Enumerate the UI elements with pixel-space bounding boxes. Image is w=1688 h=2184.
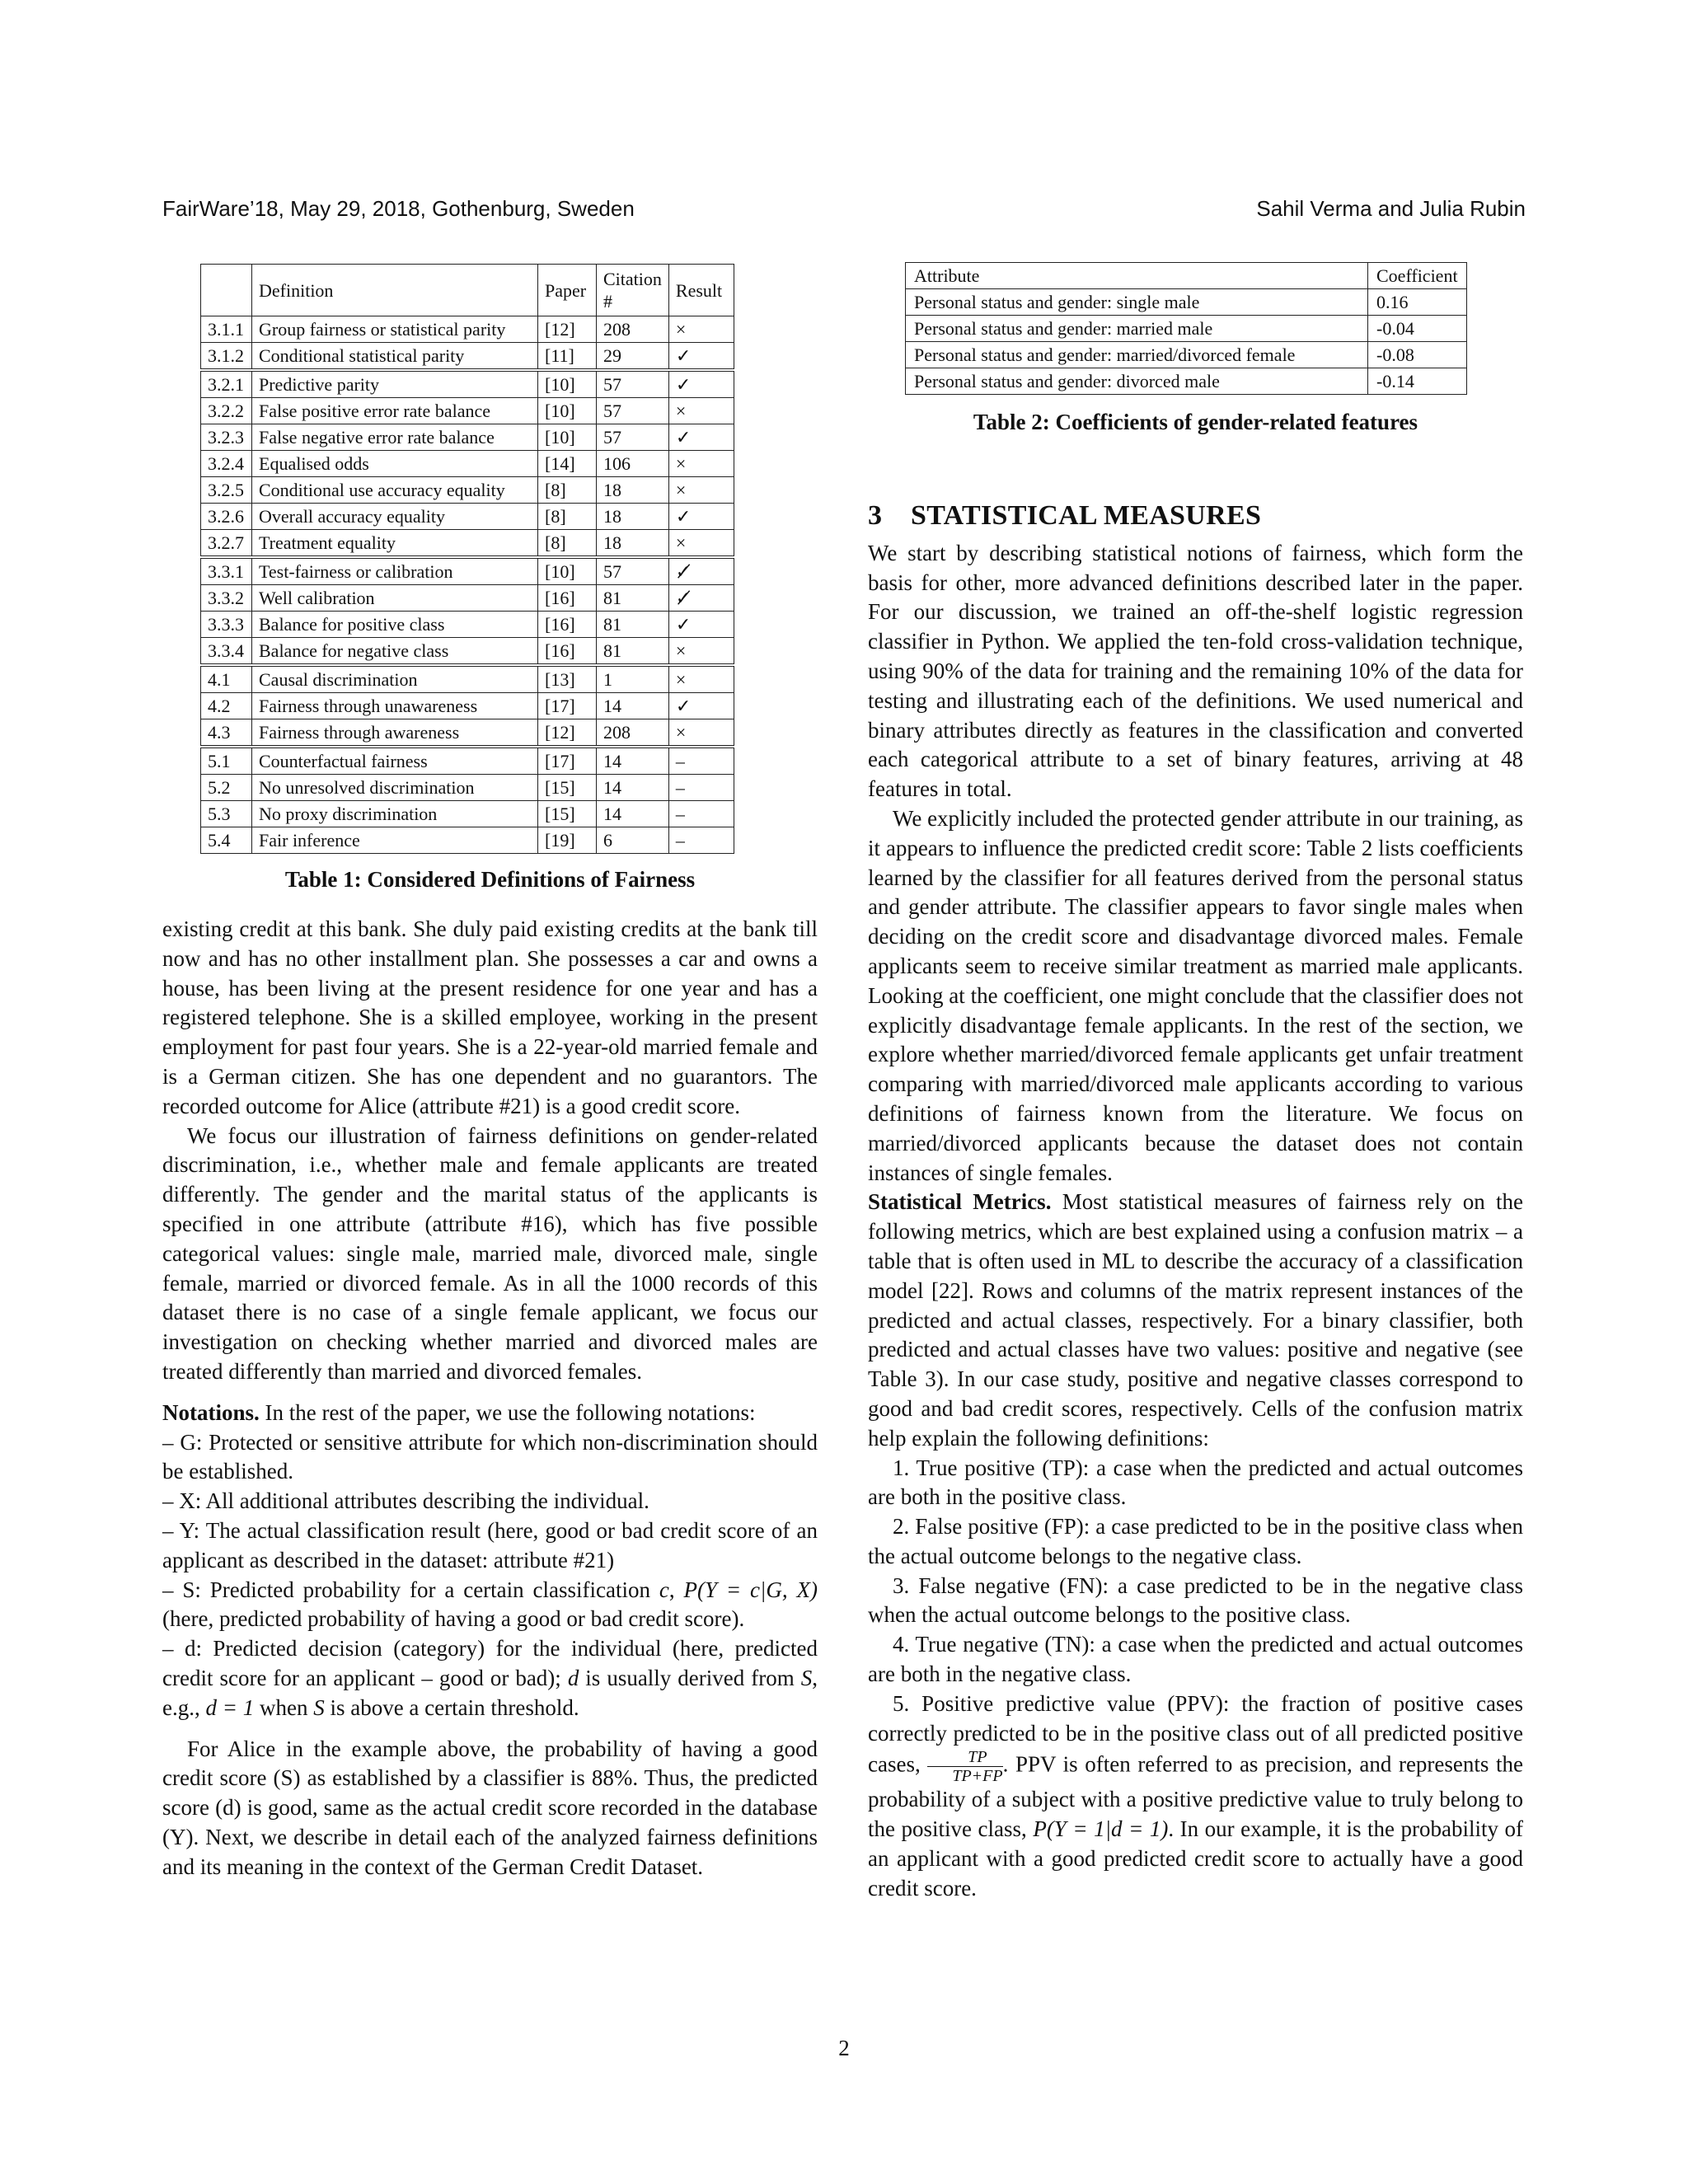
list-item [868, 1690, 1523, 1904]
table-cell: Personal status and gender: married/divorced female [906, 342, 1368, 368]
table-cell: 3.1.2 [201, 343, 252, 371]
fairness-definitions-table [200, 264, 734, 854]
table-cell: [11] [538, 343, 597, 371]
table-cell: 3.2.4 [201, 451, 252, 477]
table-cell: [8] [538, 504, 597, 530]
table-cell: [12] [538, 316, 597, 343]
table-cell: 57 [597, 424, 669, 451]
list-item: 4. True negative (TN): a case when the predicted and actual outcomes are both in the negative class. [868, 1632, 1523, 1687]
running-header-right: Sahil Verma and Julia Rubin [1256, 196, 1526, 221]
table-cell: 14 [597, 775, 669, 801]
table-cell: ✓ [668, 343, 734, 371]
table-row [201, 801, 734, 827]
math-var: S [800, 1665, 813, 1690]
table-cell: False positive error rate balance [252, 398, 538, 424]
table-cell: 3.2.3 [201, 424, 252, 451]
table-cell: Balance for positive class [252, 612, 538, 638]
ppv-fraction [927, 1748, 1002, 1785]
table-cell: 5.3 [201, 801, 252, 827]
fraction-denominator: TP+FP [952, 1767, 1003, 1786]
table-cell: Causal discrimination [252, 665, 538, 693]
table-cell: × [668, 316, 734, 343]
table-row [906, 316, 1467, 342]
table-row [201, 585, 734, 612]
table-cell: 18 [597, 504, 669, 530]
table-row [201, 827, 734, 854]
table-cell: × [668, 638, 734, 666]
table-cell: 14 [597, 693, 669, 719]
table-cell: 6 [597, 827, 669, 854]
notation-g: – G: Protected or sensitive attribute for which non-discrimination should be established. [162, 1429, 818, 1484]
math-formula: P(Y = c|G, X) [683, 1577, 818, 1602]
text-run: . In our example, it is the probability of an applicant with a good predicted credit score to actually have a good credit score. [868, 1816, 1524, 1900]
metrics-heading: Statistical Metrics. [868, 1189, 1052, 1215]
table-cell: No unresolved discrimination [252, 775, 538, 801]
table-row [201, 612, 734, 638]
list-item: 3. False negative (FN): a case predicted to be in the negative class when the actual outcome belongs to the positive class. [868, 1572, 1523, 1628]
table-cell: ✓ [668, 370, 734, 398]
math-var: S [313, 1694, 325, 1720]
table-row [201, 665, 734, 693]
table-cell: 3.3.2 [201, 585, 252, 612]
coefficients-table [905, 262, 1467, 395]
table-cell: – [668, 747, 734, 775]
table-cell: 14 [597, 801, 669, 827]
math-formula: d = 1 [205, 1694, 255, 1720]
table-cell: Conditional statistical parity [252, 343, 538, 371]
table-cell: 3.3.3 [201, 612, 252, 638]
table-cell: 4.3 [201, 719, 252, 748]
table-cell: -0.14 [1368, 368, 1467, 395]
text-run: is usually derived from [579, 1665, 801, 1690]
text-run: . PPV is often referred to as precision, and represents the probability of a subject with a positive predictive value to truly belong to the positive class, [868, 1752, 1524, 1842]
table-cell: 3.1.1 [201, 316, 252, 343]
paragraph: existing credit at this bank. She duly paid existing credits at the bank till now and has no other installment plan. She possesses a car and owns a house, has been living at the present residence for one year and has a registered telephone. She is a skilled employee, working in the present employment for past four years. She is a 22-year-old married female and is a German citizen. She has one dependent and no guarantors. The recorded outcome for Alice (attribute #21) is a good credit score. [162, 916, 818, 1118]
text-run: – S: Predicted probability for a certain classification [162, 1577, 659, 1602]
table1-caption: Table 1: Considered Definitions of Fairness [284, 867, 696, 892]
table-cell: 57 [597, 557, 669, 585]
table-row [201, 451, 734, 477]
table-cell: ✓ [668, 504, 734, 530]
table-cell: -0.04 [1368, 316, 1467, 342]
table-cell: [17] [538, 747, 597, 775]
table-cell: – [668, 801, 734, 827]
column-header: Attribute [906, 263, 1368, 289]
text-run: , [668, 1577, 684, 1602]
table-row [201, 530, 734, 558]
table-cell: 29 [597, 343, 669, 371]
table-row [201, 557, 734, 585]
table-cell: 3.3.4 [201, 638, 252, 666]
table-cell: [16] [538, 612, 597, 638]
table-cell: Group fairness or statistical parity [252, 316, 538, 343]
table-row [201, 775, 734, 801]
table-cell: × [668, 665, 734, 693]
table-cell: [12] [538, 719, 597, 748]
table-row [201, 343, 734, 371]
table-cell: Fairness through awareness [252, 719, 538, 748]
metrics-paragraph [868, 1188, 1523, 1453]
table-cell: Overall accuracy equality [252, 504, 538, 530]
table-cell: Fairness through unawareness [252, 693, 538, 719]
table-cell: [16] [538, 638, 597, 666]
table-cell: [16] [538, 585, 597, 612]
notations-heading: Notations. [162, 1399, 260, 1425]
table-cell: Conditional use accuracy equality [252, 477, 538, 504]
table-cell: 57 [597, 370, 669, 398]
table-cell: × [668, 451, 734, 477]
notation-y: – Y: The actual classification result (here, good or bad credit score of an applicant as described in the dataset: attribute #21) [162, 1517, 818, 1572]
table-cell: 4.2 [201, 693, 252, 719]
table-cell: 1 [597, 665, 669, 693]
table-row [201, 747, 734, 775]
table-row [906, 368, 1467, 395]
table-row [201, 693, 734, 719]
math-var: c [659, 1577, 669, 1602]
table-row [201, 424, 734, 451]
table-cell: [13] [538, 665, 597, 693]
table-cell: False negative error rate balance [252, 424, 538, 451]
table-cell: [14] [538, 451, 597, 477]
column-header: Paper [538, 265, 597, 316]
text-run: is above a certain threshold. [324, 1694, 579, 1720]
table-cell: [15] [538, 801, 597, 827]
page-number: 2 [838, 2036, 850, 2060]
left-column [162, 915, 818, 1882]
table-cell: 5.1 [201, 747, 252, 775]
table-cell: [10] [538, 557, 597, 585]
table-cell: Balance for negative class [252, 638, 538, 666]
right-column [868, 501, 1523, 1904]
text-run: (here, predicted probability of having a good or bad credit score). [162, 1606, 745, 1632]
table-row [906, 342, 1467, 368]
table-cell: 18 [597, 530, 669, 558]
notations-intro: In the rest of the paper, we use the following notations: [259, 1399, 756, 1425]
table-cell: 3.2.5 [201, 477, 252, 504]
table-cell: [10] [538, 398, 597, 424]
fraction-numerator: TP [927, 1748, 1002, 1767]
table-cell: ✓̸ [668, 585, 734, 612]
table-cell: Treatment equality [252, 530, 538, 558]
table-cell: 3.2.1 [201, 370, 252, 398]
table-cell: 81 [597, 612, 669, 638]
table-cell: [8] [538, 477, 597, 504]
table-cell: [15] [538, 775, 597, 801]
table-cell: 208 [597, 719, 669, 748]
column-header: Citation # [597, 265, 669, 316]
table-row [201, 638, 734, 666]
section-title: STATISTICAL MEASURES [911, 500, 1262, 531]
table-cell: 3.2.6 [201, 504, 252, 530]
text-run: when [254, 1694, 314, 1720]
text-run: 5. Positive predictive value (PPV): the fraction of positive cases correctly predicted to be in the positive class out of all predicted positive cases, [868, 1690, 1523, 1778]
table-cell: 106 [597, 451, 669, 477]
table-row [201, 370, 734, 398]
table-cell: × [668, 477, 734, 504]
table-row [201, 477, 734, 504]
table-cell: Equalised odds [252, 451, 538, 477]
list-item: 2. False positive (FP): a case predicted to be in the positive class when the actual outcome belongs to the negative class. [868, 1514, 1523, 1568]
metrics-body: Most statistical measures of fairness rely on the following metrics, which are best explained using a confusion matrix – a table that is often used in ML to describe the accuracy of a classification model [22]. Rows and columns of the matrix represent instances of the predicted and actual classes, respectively. For a binary classifier, both predicted and actual classes have two values: positive and negative (see Table 3). In our case study, positive and negative classes correspond to good and bad credit scores, respectively. Cells of the confusion matrix help explain the following definitions: [868, 1189, 1524, 1451]
table-cell: Personal status and gender: married male [906, 316, 1368, 342]
text-run: , e.g., [162, 1665, 818, 1720]
table-header-row [201, 265, 734, 316]
table-cell: × [668, 719, 734, 748]
math-var: d [567, 1665, 579, 1690]
text-run: – d: Predicted decision (category) for the individual (here, predicted credit score for an applicant – good or bad); [162, 1636, 818, 1690]
table-cell: No proxy discrimination [252, 801, 538, 827]
running-header-left: FairWare’18, May 29, 2018, Gothenburg, Sweden [162, 196, 635, 221]
table-cell: [19] [538, 827, 597, 854]
table-cell: ✓ [668, 424, 734, 451]
column-header: Result [668, 265, 734, 316]
table-cell: Personal status and gender: single male [906, 289, 1368, 316]
notation-x: – X: All additional attributes describing the individual. [162, 1488, 649, 1514]
table-row [201, 316, 734, 343]
table-cell: [17] [538, 693, 597, 719]
table-cell: 3.2.2 [201, 398, 252, 424]
paragraph: We focus our illustration of fairness definitions on gender-related discrimination, i.e., whether male and female applicants are treated differently. The gender and the marital status of the applicants is specified in one attribute (attribute #16), which has five possible categorical values: single male, married male, divorced male, single female, married or divorced female. As in all the 1000 records of this dataset there is no case of a single female applicant, we focus our investigation on checking whether married and divorced males are treated differently than married and divorced females. [162, 1122, 818, 1384]
table-cell: 57 [597, 398, 669, 424]
table-row [201, 398, 734, 424]
table-cell: 3.2.7 [201, 530, 252, 558]
table-cell: ✓ [668, 693, 734, 719]
table-cell: ✓ [668, 612, 734, 638]
table-cell: Counterfactual fairness [252, 747, 538, 775]
table-cell: Test-fairness or calibration [252, 557, 538, 585]
list-item: 1. True positive (TP): a case when the predicted and actual outcomes are both in the positive class. [868, 1455, 1523, 1510]
table-cell: Fair inference [252, 827, 538, 854]
paragraph: We start by describing statistical notions of fairness, which form the basis for other, more advanced definitions described later in the paper. For our discussion, we trained an off-the-shelf logistic regression classifier in Python. We applied the ten-fold cross-validation technique, using 90% of the data for training and the remaining 10% of the data for testing and illustrating each of the definitions. We used numerical and binary attributes directly as features in the classification and converted each categorical attribute to a set of binary features, arriving at 48 features in total. [868, 540, 1523, 802]
table-cell: × [668, 398, 734, 424]
paragraph: For Alice in the example above, the probability of having a good credit score (S) as established by a classifier is 88%. Thus, the predicted score (d) is good, same as the actual credit score recorded in the database (Y). Next, we describe in detail each of the analyzed fairness definitions and its meaning in the context of the German Credit Dataset. [162, 1736, 818, 1879]
table-cell: 81 [597, 638, 669, 666]
table-cell: Personal status and gender: divorced male [906, 368, 1368, 395]
column-header [201, 265, 252, 316]
math-formula: P(Y = 1|d = 1) [1033, 1816, 1169, 1842]
table-cell: [8] [538, 530, 597, 558]
table-cell: 208 [597, 316, 669, 343]
table-cell: ✓̸ [668, 557, 734, 585]
table-cell: – [668, 827, 734, 854]
notations-paragraph [162, 1399, 818, 1428]
table-cell: × [668, 530, 734, 558]
table-cell: Well calibration [252, 585, 538, 612]
table-row [201, 719, 734, 748]
table-cell: 81 [597, 585, 669, 612]
table-header-row [906, 263, 1467, 289]
paragraph: We explicitly included the protected gender attribute in our training, as it appears to influence the predicted credit score: Table 2 lists coefficients learned by the classifier for all features derived from the personal status and gender attribute. The classifier appears to favor single males when deciding on the credit score and disadvantage divorced males. Female applicants seem to receive similar treatment as married male applicants. Looking at the coefficient, one might conclude that the classifier does not explicitly disadvantage female applicants. In the rest of the section, we explore whether married/divorced female applicants get unfair treatment comparing with married/divorced male applicants according to various definitions of fairness known from the literature. We focus on married/divorced applicants because the dataset does not contain instances of single females. [868, 805, 1523, 1185]
table-cell: [10] [538, 424, 597, 451]
table-row [906, 289, 1467, 316]
table-body [201, 316, 734, 854]
section-heading [868, 501, 1523, 531]
section-number: 3 [868, 500, 883, 531]
table-cell: 5.2 [201, 775, 252, 801]
table-cell: – [668, 775, 734, 801]
table-cell: [10] [538, 370, 597, 398]
table-cell: 14 [597, 747, 669, 775]
notation-d [162, 1634, 818, 1722]
table2-caption: Table 2: Coefficients of gender-related features [973, 410, 1418, 434]
table-row [201, 504, 734, 530]
table-body [906, 289, 1467, 395]
notation-s [162, 1576, 818, 1635]
table-cell: 4.1 [201, 665, 252, 693]
table-cell: 0.16 [1368, 289, 1467, 316]
column-header: Coefficient [1368, 263, 1467, 289]
table-cell: -0.08 [1368, 342, 1467, 368]
table-cell: 3.3.1 [201, 557, 252, 585]
table-cell: 5.4 [201, 827, 252, 854]
table-cell: Predictive parity [252, 370, 538, 398]
table-cell: 18 [597, 477, 669, 504]
column-header: Definition [252, 265, 538, 316]
